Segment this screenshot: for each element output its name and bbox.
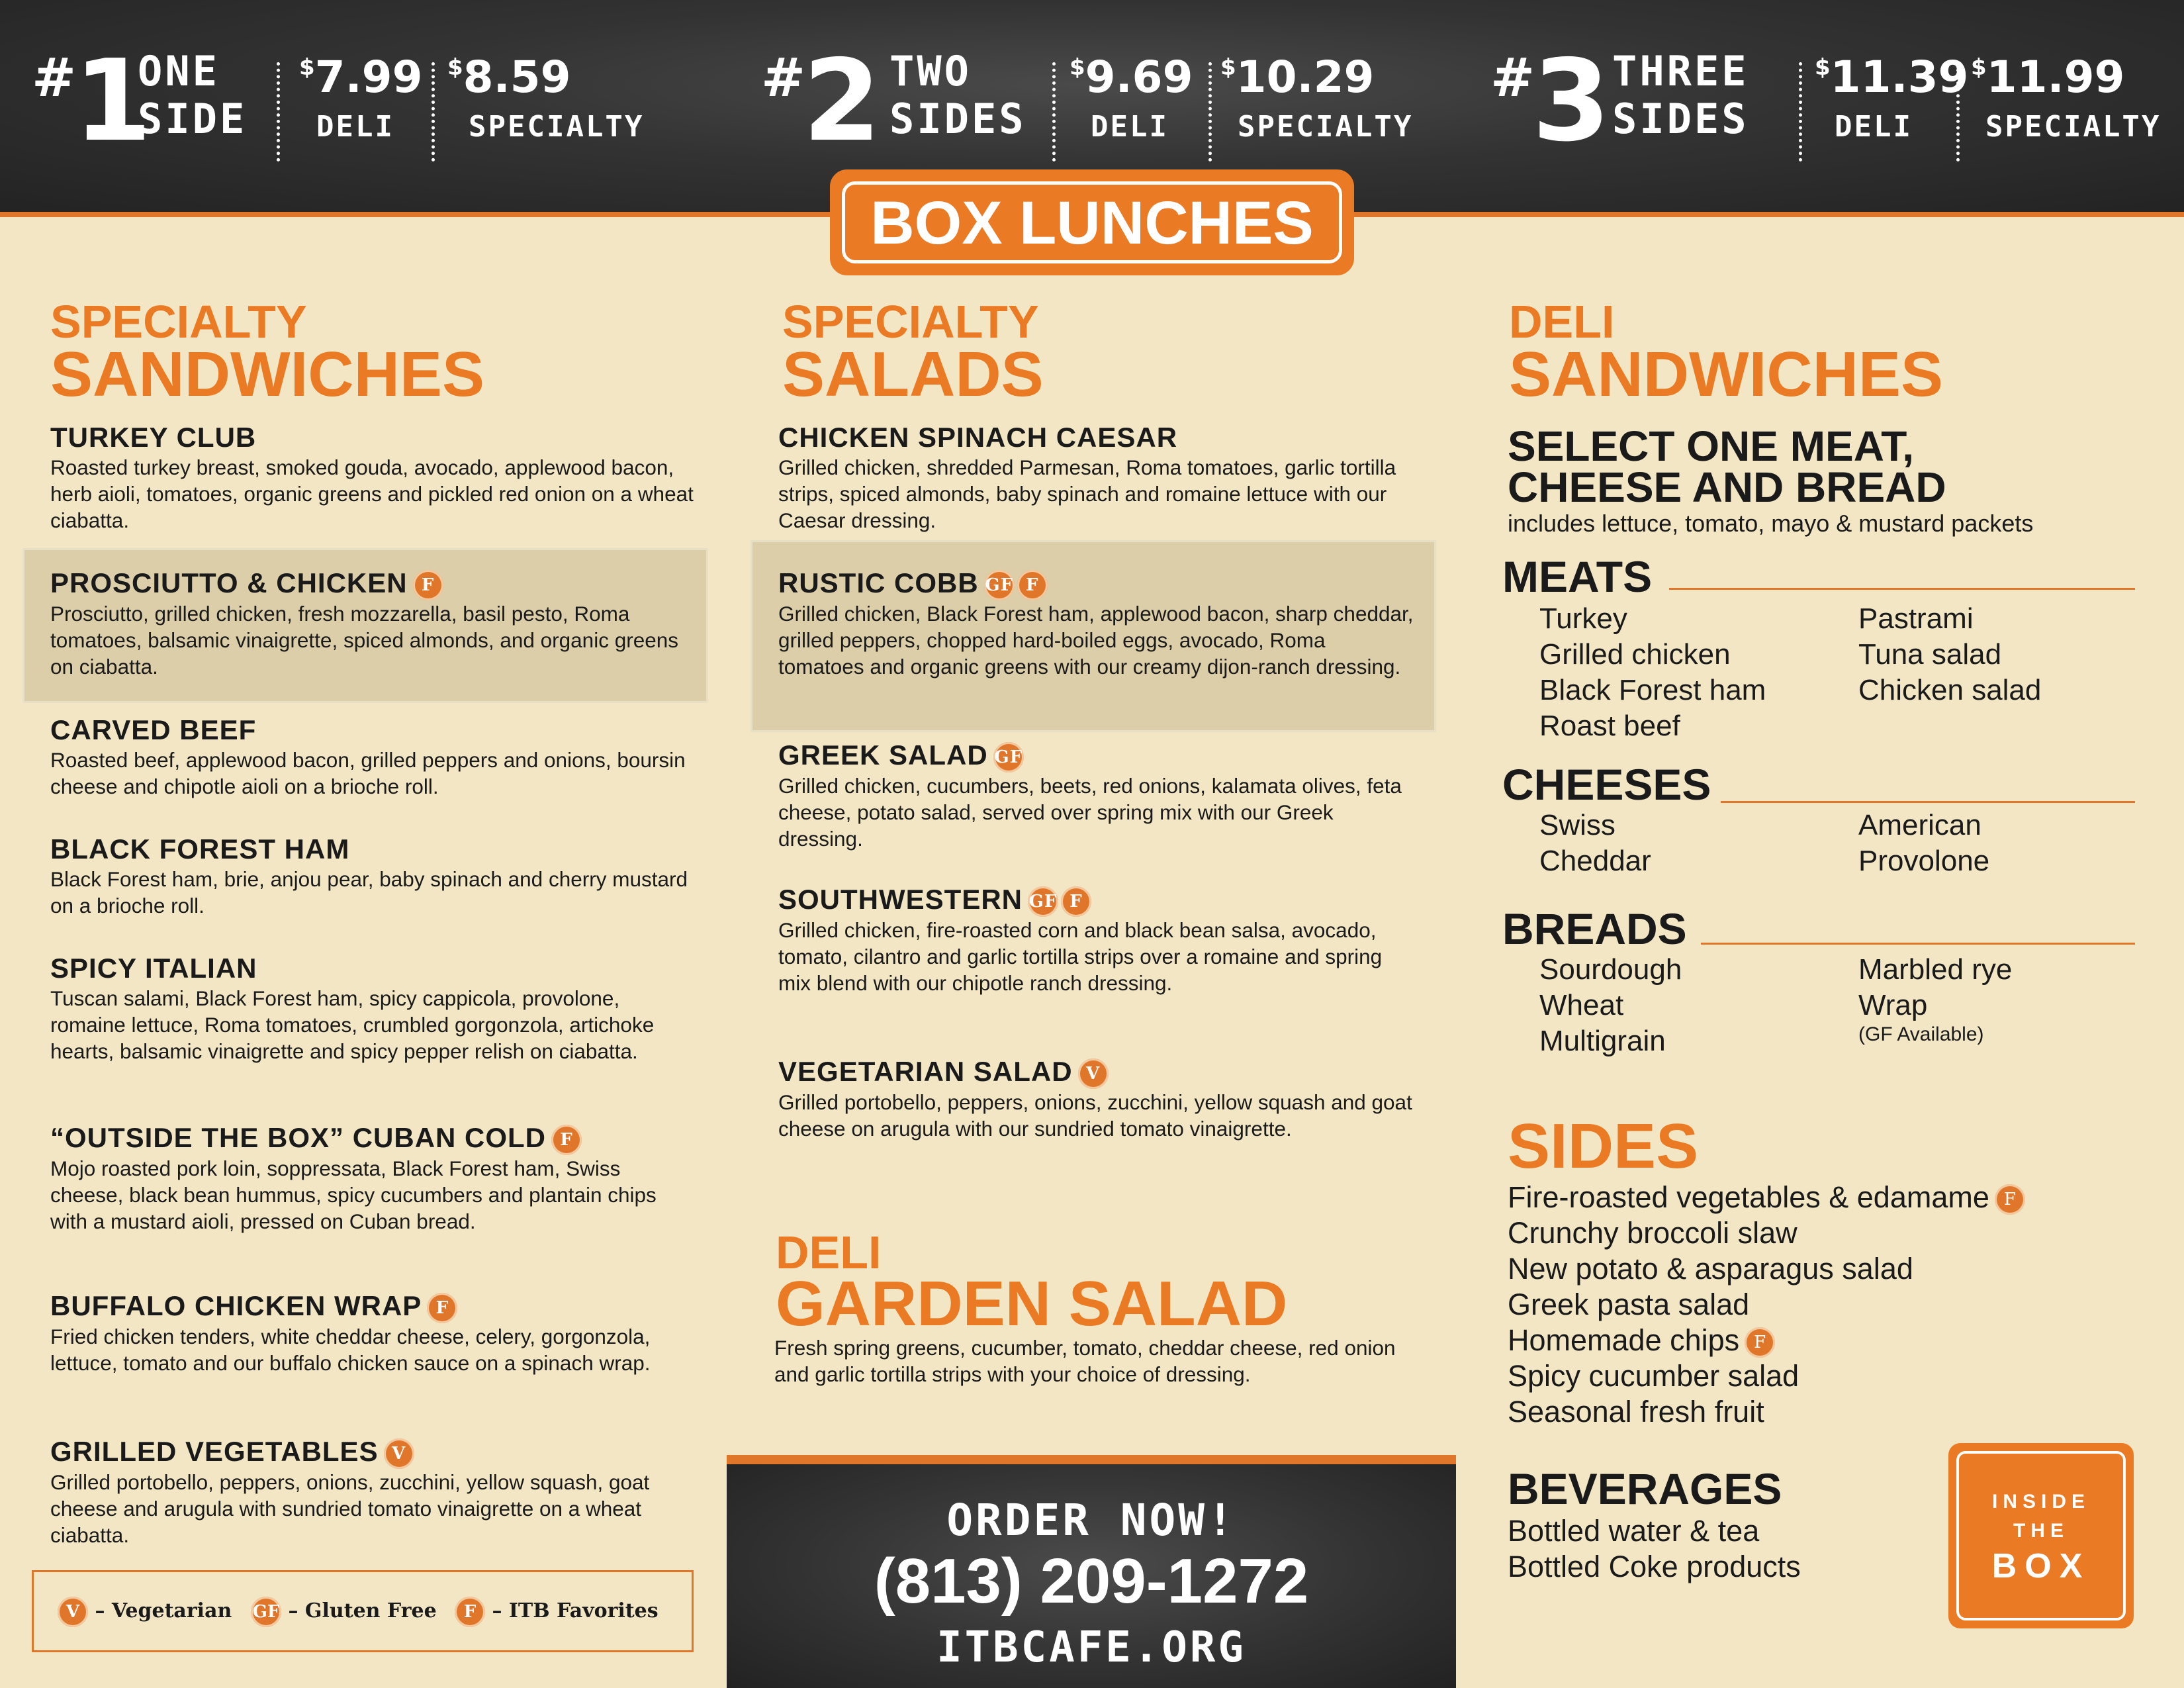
divider	[1669, 588, 2135, 590]
deli-label: DELI	[1091, 110, 1169, 144]
favorite-badge-icon: F	[1745, 1327, 1775, 1358]
item-name: SOUTHWESTERN GF F	[778, 883, 1414, 917]
side-item: Homemade chips F	[1508, 1323, 1775, 1358]
deli-note: includes lettuce, tomato, mayo & mustard packets	[1508, 510, 2034, 537]
bread-option: Marbled rye	[1858, 953, 2013, 986]
section-title: GARDEN SALAD	[776, 1268, 1288, 1339]
specialty-price: $10.29	[1220, 52, 1375, 103]
menu-item	[50, 1121, 699, 1235]
order-now-panel	[727, 1455, 1456, 1688]
item-name: TURKEY CLUB	[50, 422, 257, 453]
bread-option: Wheat	[1539, 989, 1624, 1021]
item-description: Prosciutto, grilled chicken, fresh mozzarella, basil pesto, Roma tomatoes, balsamic vinaigrette, spiced almonds, and organic greens on ciabatta.	[50, 601, 679, 679]
divider	[1799, 62, 1802, 162]
option-sides-line-2: SIDES	[889, 95, 1026, 143]
item-name: SPICY ITALIAN	[50, 953, 257, 984]
meat-option: Roast beef	[1539, 710, 1680, 742]
price-option-3	[1490, 36, 2165, 167]
deli-instructions: CHEESE AND BREAD	[1508, 463, 1946, 511]
item-description: Grilled chicken, Black Forest ham, applewood bacon, sharp cheddar, grilled peppers, chopped hard-boiled eggs, avocado, Roma tomatoes and organic greens with our creamy dijon-ranch dressing.	[778, 601, 1414, 679]
section-kicker: DELI	[776, 1227, 882, 1278]
side-item: Fire-roasted vegetables & edamame F	[1508, 1180, 2025, 1215]
phone-number[interactable]: (813) 209-1272	[874, 1546, 1309, 1617]
meat-option: Turkey	[1539, 602, 1627, 635]
item-name: CARVED BEEF	[50, 714, 257, 745]
beverage-item: Bottled Coke products	[1508, 1550, 1801, 1583]
deli-price: $7.99	[299, 52, 423, 103]
item-description: Fresh spring greens, cucumber, tomato, cheddar cheese, red onion and garlic tortilla strips with your choice of dressing.	[774, 1336, 1396, 1386]
item-name: PROSCIUTTO & CHICKEN F	[50, 567, 699, 600]
item-description: Grilled portobello, peppers, onions, zucchini, yellow squash and goat cheese on arugula with our sundried tomato vinaigrette.	[778, 1090, 1412, 1141]
option-sides-line-2: SIDES	[1612, 95, 1749, 143]
section-title: SALADS	[782, 339, 1044, 410]
sides-title: SIDES	[1508, 1111, 1699, 1182]
option-sides-line-1: THREE	[1612, 47, 1749, 95]
deli-price: $9.69	[1069, 52, 1193, 103]
item-description: Grilled chicken, cucumbers, beets, red onions, kalamata olives, feta cheese, potato salad, served over spring mix with our Greek dressing.	[778, 773, 1402, 851]
banner-title: BOX LUNCHES	[842, 181, 1342, 263]
menu-item	[778, 883, 1414, 996]
item-description: Tuscan salami, Black Forest ham, spicy cappicola, provolone, romaine lettuce, Roma tomatoes, crumbled gorgonzola, artichoke hearts, balsamic vinaigrette and spicy pepper relish on ciabatta.	[50, 986, 655, 1063]
item-name: “OUTSIDE THE BOX” CUBAN COLD F	[50, 1121, 699, 1155]
divider	[1208, 62, 1212, 162]
meats-heading: MEATS	[1502, 552, 1653, 601]
meat-option: Grilled chicken	[1539, 638, 1731, 671]
beverage-item: Bottled water & tea	[1508, 1514, 1760, 1548]
option-sides-line-1: ONE	[138, 47, 220, 95]
website-link[interactable]: ITBCAFE.ORG	[936, 1623, 1246, 1672]
item-description: Grilled portobello, peppers, onions, zucchini, yellow squash, goat cheese and arugula with sundried tomato vinaigrette on a wheat ciabatta.	[50, 1470, 650, 1547]
favorite-badge-icon: F	[427, 1293, 457, 1323]
divider	[1956, 62, 1960, 162]
bread-option: Sourdough	[1539, 953, 1682, 986]
specialty-label: SPECIALTY	[469, 110, 645, 144]
item-name: BLACK FOREST HAM	[50, 833, 350, 865]
inside-the-box-logo	[1948, 1443, 2134, 1628]
box-lunches-banner	[830, 169, 1354, 275]
deli-price: $11.39	[1815, 52, 1969, 103]
vegetarian-badge-icon: V	[1078, 1058, 1109, 1089]
divider	[1721, 801, 2135, 803]
menu-item	[778, 739, 1414, 852]
option-number: #3	[1490, 36, 1608, 167]
logo-line-3: BOX	[1991, 1547, 2091, 1585]
specialty-label: SPECIALTY	[1985, 110, 2161, 144]
side-item: Greek pasta salad	[1508, 1288, 1750, 1321]
bread-option: Multigrain	[1539, 1025, 1666, 1057]
item-description: Roasted turkey breast, smoked gouda, avocado, applewood bacon, herb aioli, tomatoes, organic greens and pickled red onion on a wheat ciabatta.	[50, 455, 694, 532]
favorite-badge-icon: F	[551, 1125, 582, 1155]
item-description: Grilled chicken, shredded Parmesan, Roma tomatoes, garlic tortilla strips, spiced almonds, baby spinach and romaine lettuce with our Caesar dressing.	[778, 455, 1396, 532]
deli-label: DELI	[316, 110, 394, 144]
section-title: SANDWICHES	[50, 339, 485, 410]
price-option-1	[32, 36, 660, 167]
side-item: Crunchy broccoli slaw	[1508, 1216, 1797, 1250]
menu-item	[50, 833, 699, 919]
favorite-badge-icon: F	[455, 1597, 485, 1627]
menu-item	[778, 1055, 1414, 1142]
cheese-option: Provolone	[1858, 845, 1990, 877]
item-name: RUSTIC COBB GF F	[778, 567, 1414, 600]
legend-gluten-free: GF – Gluten Free	[251, 1596, 437, 1627]
specialty-label: SPECIALTY	[1238, 110, 1414, 144]
section-kicker: DELI	[1509, 296, 1615, 348]
divider	[1052, 62, 1056, 162]
divider	[432, 62, 435, 162]
badge-legend	[32, 1570, 694, 1652]
item-name: BUFFALO CHICKEN WRAP F	[50, 1289, 699, 1323]
option-sides-line-2: SIDE	[138, 95, 248, 143]
breads-heading: BREADS	[1502, 904, 1687, 953]
side-item: Spicy cucumber salad	[1508, 1359, 1799, 1393]
option-number: #1	[32, 36, 150, 167]
item-description: Black Forest ham, brie, anjou pear, baby spinach and cherry mustard on a brioche roll.	[50, 867, 688, 917]
meat-option: Tuna salad	[1858, 638, 2002, 671]
item-description: Roasted beef, applewood bacon, grilled peppers and onions, boursin cheese and chipotle aioli on a brioche roll.	[50, 748, 686, 798]
specialty-price: $8.59	[447, 52, 571, 103]
side-item: Seasonal fresh fruit	[1508, 1395, 1764, 1429]
cheese-option: Cheddar	[1539, 845, 1651, 877]
legend-vegetarian: V – Vegetarian	[58, 1596, 232, 1627]
menu-item	[778, 567, 1414, 680]
divider	[1701, 943, 2135, 945]
item-name: CHICKEN SPINACH CAESAR	[778, 422, 1178, 453]
menu-item	[50, 1289, 699, 1376]
bread-option: Wrap	[1858, 989, 1928, 1021]
meat-option: Chicken salad	[1858, 674, 2042, 706]
menu-item	[50, 421, 699, 534]
item-name: GRILLED VEGETABLES V	[50, 1435, 699, 1469]
item-name: VEGETARIAN SALAD V	[778, 1055, 1414, 1089]
option-sides-line-1: TWO	[889, 47, 972, 95]
vegetarian-badge-icon: V	[58, 1597, 88, 1627]
favorite-badge-icon: F	[1017, 570, 1048, 600]
item-description: Fried chicken tenders, white cheddar cheese, celery, gorgonzola, lettuce, tomato and our buffalo chicken sauce on a spinach wrap.	[50, 1324, 651, 1375]
specialty-price: $11.99	[1971, 52, 2125, 103]
legend-favorites: F – ITB Favorites	[455, 1596, 659, 1627]
logo-line-2: THE	[2013, 1520, 2069, 1542]
side-item: New potato & asparagus salad	[1508, 1252, 1913, 1286]
item-name: GREEK SALAD GF	[778, 739, 1414, 773]
option-number: #2	[761, 36, 879, 167]
section-title: SANDWICHES	[1509, 339, 1944, 410]
gluten-free-badge-icon: GF	[993, 742, 1024, 773]
menu-item	[50, 1435, 699, 1548]
beverages-heading: BEVERAGES	[1508, 1464, 1782, 1513]
meat-option: Black Forest ham	[1539, 674, 1766, 706]
favorite-badge-icon: F	[1995, 1184, 2025, 1215]
menu-item	[778, 421, 1414, 534]
bread-note: (GF Available)	[1858, 1023, 1984, 1045]
menu-item	[774, 1335, 1410, 1387]
gluten-free-badge-icon: GF	[984, 570, 1015, 600]
menu-item	[50, 714, 699, 800]
deli-instructions: SELECT ONE MEAT,	[1508, 422, 1914, 470]
gluten-free-badge-icon: GF	[1028, 886, 1058, 917]
section-kicker: SPECIALTY	[782, 296, 1039, 348]
price-option-2	[761, 36, 1423, 167]
favorite-badge-icon: F	[1061, 886, 1091, 917]
gluten-free-badge-icon: GF	[251, 1597, 281, 1627]
cheeses-heading: CHEESES	[1502, 760, 1711, 809]
meat-option: Pastrami	[1858, 602, 1974, 635]
deli-label: DELI	[1835, 110, 1913, 144]
logo-line-1: INSIDE	[1991, 1491, 2091, 1513]
vegetarian-badge-icon: V	[384, 1438, 414, 1469]
item-description: Mojo roasted pork loin, soppressata, Black Forest ham, Swiss cheese, black bean hummus, spicy cucumbers and plantain chips with a mustard aioli, pressed on Cuban bread.	[50, 1156, 657, 1233]
cheese-option: Swiss	[1539, 809, 1615, 841]
item-description: Grilled chicken, fire-roasted corn and black bean salsa, avocado, tomato, cilantro and garlic tortilla strips over a romaine and spring mix blend with our chipotle ranch dressing.	[778, 917, 1383, 995]
order-now-heading: ORDER NOW!	[946, 1495, 1236, 1546]
section-kicker: SPECIALTY	[50, 296, 307, 348]
cheese-option: American	[1858, 809, 1981, 841]
menu-item	[50, 567, 699, 680]
favorite-badge-icon: F	[413, 570, 443, 600]
divider	[277, 62, 280, 162]
menu-item	[50, 952, 699, 1064]
